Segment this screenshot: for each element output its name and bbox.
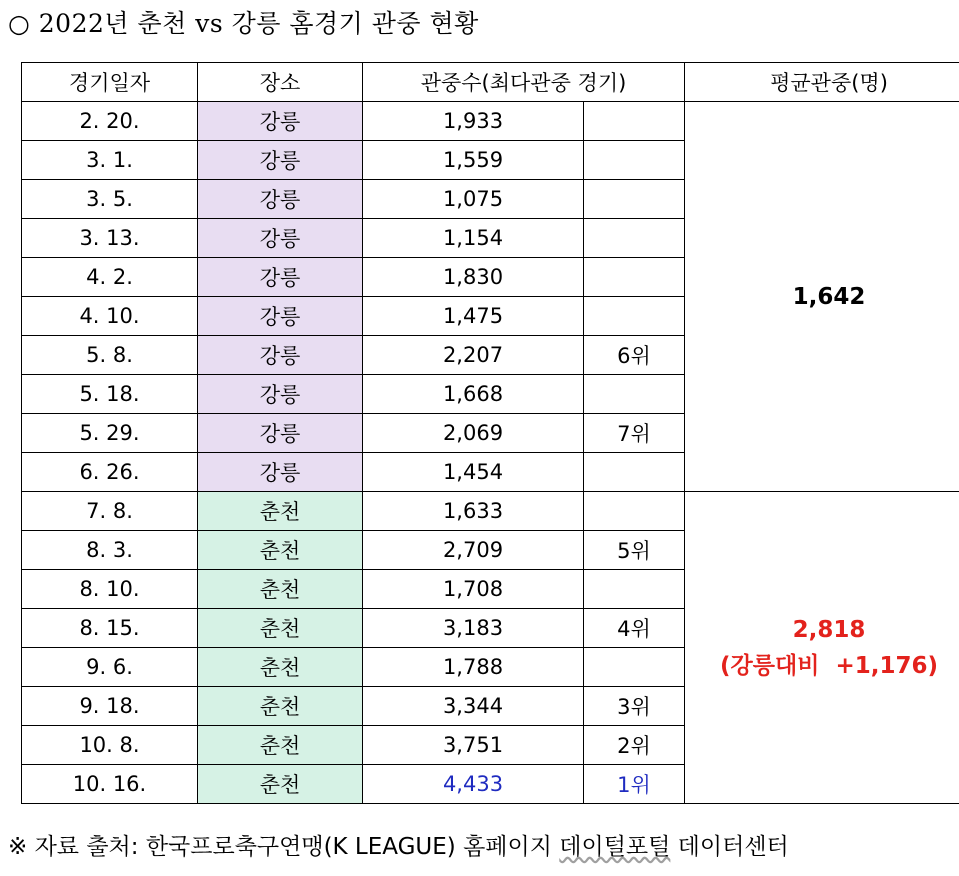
cell-date: 3. 5. [22,180,198,219]
cell-location: 강릉 [198,375,363,414]
cell-location: 춘천 [198,570,363,609]
cell-rank [584,297,685,336]
cell-location: 강릉 [198,141,363,180]
cell-rank: 6위 [584,336,685,375]
cell-attendance: 1,075 [363,180,584,219]
cell-attendance: 1,154 [363,219,584,258]
cell-location: 춘천 [198,492,363,531]
cell-location: 강릉 [198,297,363,336]
cell-location: 춘천 [198,609,363,648]
cell-location: 춘천 [198,648,363,687]
cell-rank [584,648,685,687]
header-attendance: 관중수(최다관중 경기) [363,63,685,102]
cell-attendance: 3,183 [363,609,584,648]
table-row [22,492,959,531]
cell-location: 강릉 [198,453,363,492]
cell-date: 10. 16. [22,765,198,804]
cell-location: 춘천 [198,531,363,570]
cell-attendance: 1,788 [363,648,584,687]
cell-date: 8. 15. [22,609,198,648]
cell-date: 8. 10. [22,570,198,609]
cell-rank [584,492,685,531]
cell-attendance: 1,454 [363,453,584,492]
cell-attendance: 2,069 [363,414,584,453]
cell-rank [584,258,685,297]
source-note-suffix: 데이터센터 [670,834,789,860]
cell-attendance: 2,207 [363,336,584,375]
cell-attendance: 1,559 [363,141,584,180]
cell-attendance: 1,708 [363,570,584,609]
cell-date: 4. 10. [22,297,198,336]
source-note-prefix: ※ 자료 출처: 한국프로축구연맹(K LEAGUE) 홈페이지 [8,834,560,860]
cell-rank: 7위 [584,414,685,453]
cell-location: 강릉 [198,336,363,375]
cell-location: 강릉 [198,180,363,219]
cell-attendance: 1,475 [363,297,584,336]
cell-rank [584,570,685,609]
cell-location: 강릉 [198,258,363,297]
header-location: 장소 [198,63,363,102]
cell-location: 춘천 [198,687,363,726]
cell-location: 강릉 [198,219,363,258]
cell-location: 춘천 [198,765,363,804]
cell-date: 9. 6. [22,648,198,687]
table-row [22,102,959,141]
gangneung-average [685,102,959,492]
cell-attendance: 1,933 [363,102,584,141]
cell-date: 8. 3. [22,531,198,570]
source-note-underlined: 데이털포털 [559,834,671,860]
cell-rank: 2위 [584,726,685,765]
cell-location: 춘천 [198,726,363,765]
cell-rank [584,141,685,180]
cell-attendance: 3,344 [363,687,584,726]
cell-date: 3. 1. [22,141,198,180]
cell-attendance: 1,830 [363,258,584,297]
cell-date: 3. 13. [22,219,198,258]
cell-location: 강릉 [198,102,363,141]
cell-rank [584,375,685,414]
chuncheon-average [685,492,959,804]
page-title: ○ 2022년 춘천 vs 강릉 홈경기 관중 현황 [8,9,479,38]
attendance-table [21,62,959,804]
cell-date: 5. 8. [22,336,198,375]
cell-attendance: 3,751 [363,726,584,765]
header-row [22,63,959,102]
chuncheon-diff: (강릉대비 +1,176) [720,652,938,679]
source-note [8,828,789,861]
cell-attendance: 1,668 [363,375,584,414]
cell-rank: 5위 [584,531,685,570]
cell-date: 6. 26. [22,453,198,492]
cell-rank [584,219,685,258]
cell-attendance: 1,633 [363,492,584,531]
cell-date: 10. 8. [22,726,198,765]
cell-rank: 4위 [584,609,685,648]
cell-attendance: 4,433 [363,765,584,804]
cell-date: 2. 20. [22,102,198,141]
cell-date: 5. 18. [22,375,198,414]
cell-date: 4. 2. [22,258,198,297]
cell-rank [584,102,685,141]
cell-location: 강릉 [198,414,363,453]
header-date: 경기일자 [22,63,198,102]
cell-date: 9. 18. [22,687,198,726]
cell-rank [584,453,685,492]
cell-rank: 1위 [584,765,685,804]
cell-date: 7. 8. [22,492,198,531]
gangneung-average-value: 1,642 [792,283,866,310]
header-average: 평균관중(명) [685,63,959,102]
cell-date: 5. 29. [22,414,198,453]
chuncheon-average-value: 2,818 [792,616,866,643]
cell-rank: 3위 [584,687,685,726]
cell-rank [584,180,685,219]
cell-attendance: 2,709 [363,531,584,570]
